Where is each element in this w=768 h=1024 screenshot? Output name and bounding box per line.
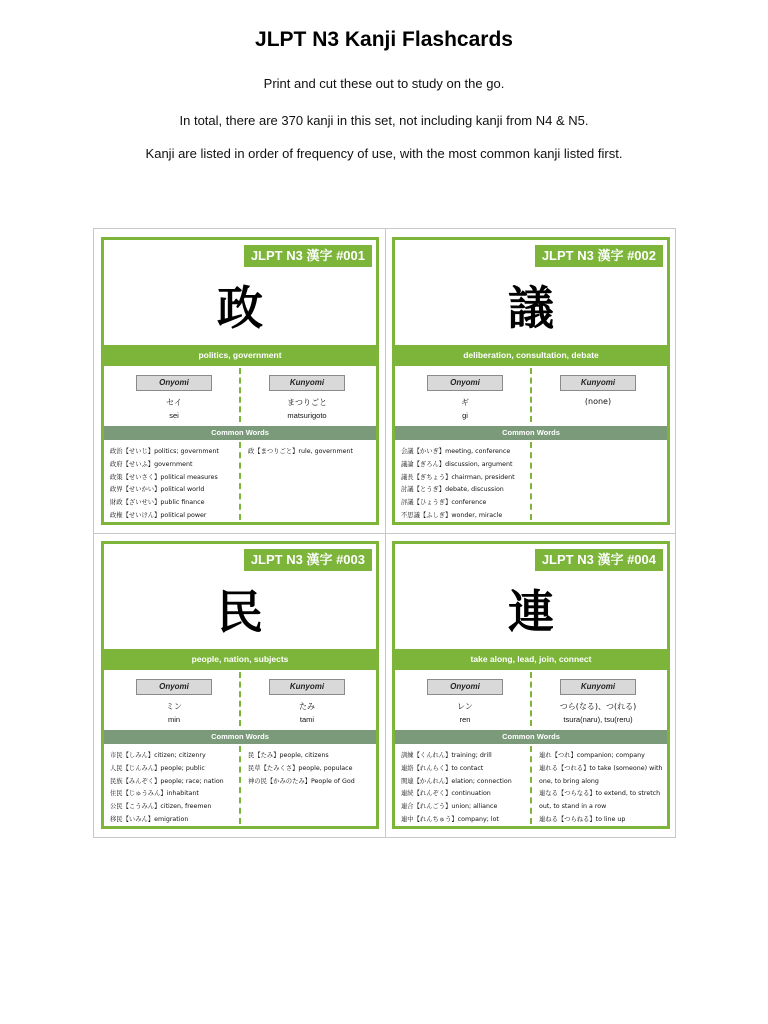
onyomi-romaji: ren bbox=[459, 715, 471, 724]
kanji-meaning: people, nation, subjects bbox=[104, 649, 376, 670]
common-word: 訓練【くんれん】training; drill bbox=[401, 752, 492, 759]
common-words-header: Common Words bbox=[104, 426, 376, 440]
kanji-character: 政 bbox=[217, 281, 263, 335]
common-words-kunyomi bbox=[539, 750, 667, 827]
common-words-onyomi bbox=[401, 750, 529, 827]
dashed-divider bbox=[530, 746, 532, 824]
kanji-character: 民 bbox=[217, 585, 263, 639]
common-word: 討議【とうぎ】debate, discussion bbox=[401, 486, 504, 494]
dashed-divider bbox=[239, 672, 241, 726]
common-words-kunyomi bbox=[248, 446, 376, 459]
common-word: 連合【れんごう】union; alliance bbox=[401, 803, 498, 811]
common-word: 会議【かいぎ】meeting, conference bbox=[401, 448, 511, 455]
common-word: 財政【ざいせい】public finance bbox=[110, 499, 205, 507]
onyomi-reading bbox=[405, 372, 525, 421]
common-word: 民族【みんぞく】people; race; nation bbox=[110, 777, 224, 785]
common-words-onyomi bbox=[401, 446, 529, 523]
kanji-flashcard bbox=[392, 541, 670, 829]
card-header: JLPT N3 漢字 #004 bbox=[535, 549, 663, 571]
dashed-divider bbox=[239, 442, 241, 520]
common-word: 連続【れんぞく】continuation bbox=[401, 790, 491, 798]
kunyomi-romaji: matsurigoto bbox=[287, 411, 327, 420]
common-word: 民【たみ】people, citizens bbox=[248, 752, 329, 759]
dashed-divider bbox=[530, 672, 532, 726]
onyomi-kana: ギ bbox=[461, 398, 469, 407]
kanji-character: 連 bbox=[508, 585, 554, 639]
common-word: 議長【ぎちょう】chairman, president bbox=[401, 473, 515, 481]
common-words-onyomi bbox=[110, 750, 238, 827]
onyomi-kana: セイ bbox=[166, 398, 182, 407]
common-word: 人民【じんみん】people; public bbox=[110, 764, 205, 772]
kanji-meaning: politics, government bbox=[104, 345, 376, 366]
common-word: 民草【たみくさ】people, populace bbox=[248, 764, 353, 772]
common-word: 評議【ひょうぎ】conference bbox=[401, 499, 487, 507]
kunyomi-reading bbox=[538, 676, 658, 725]
common-word: 不思議【ふしぎ】wonder, miracle bbox=[401, 511, 503, 519]
onyomi-romaji: gi bbox=[462, 411, 468, 420]
kunyomi-reading bbox=[538, 372, 658, 421]
onyomi-kana: レン bbox=[457, 702, 473, 711]
common-word: 連絡【れんらく】to contact bbox=[401, 764, 484, 772]
common-words-kunyomi bbox=[248, 750, 376, 788]
kunyomi-label: Kunyomi bbox=[560, 679, 636, 695]
common-words-header: Common Words bbox=[395, 730, 667, 744]
intro-line: In total, there are 370 kanji in this set, not including kanji from N4 & N5. bbox=[179, 113, 589, 128]
common-word: 政【まつりごと】rule, government bbox=[248, 448, 353, 455]
intro-line: Kanji are listed in order of frequency of use, with the most common kanji listed first. bbox=[145, 146, 623, 161]
dashed-divider bbox=[239, 746, 241, 824]
kunyomi-reading bbox=[247, 372, 367, 421]
common-words-header: Common Words bbox=[104, 730, 376, 744]
common-word: 住民【じゅうみん】inhabitant bbox=[110, 790, 199, 798]
cut-line-vertical bbox=[385, 229, 386, 837]
common-word: 連れ【つれ】companion; company bbox=[539, 752, 645, 759]
onyomi-reading bbox=[114, 676, 234, 725]
onyomi-kana: ミン bbox=[166, 702, 182, 711]
dashed-divider bbox=[530, 442, 532, 520]
kunyomi-label: Kunyomi bbox=[269, 375, 345, 391]
onyomi-romaji: sei bbox=[169, 411, 179, 420]
common-word: one, to bring along bbox=[539, 777, 599, 785]
kunyomi-romaji: tami bbox=[299, 715, 315, 724]
kunyomi-kana: たみ bbox=[299, 702, 315, 711]
onyomi-reading bbox=[114, 372, 234, 421]
kunyomi-reading bbox=[247, 676, 367, 725]
common-word: 連れる【つれる】to take (someone) with bbox=[539, 764, 663, 772]
common-word: 神の民【かみのたみ】People of God bbox=[248, 777, 355, 785]
kanji-meaning: take along, lead, join, connect bbox=[395, 649, 667, 670]
onyomi-label: Onyomi bbox=[427, 375, 503, 391]
common-word: 市民【しみん】citizen; citizenry bbox=[110, 752, 206, 759]
common-word: out, to stand in a row bbox=[539, 803, 607, 811]
kunyomi-romaji bbox=[538, 411, 658, 421]
card-header: JLPT N3 漢字 #002 bbox=[535, 245, 663, 267]
common-word: 政策【せいさく】political measures bbox=[110, 473, 218, 481]
kunyomi-kana: つら(なる)、つ(れる) bbox=[559, 702, 637, 711]
card-header: JLPT N3 漢字 #001 bbox=[244, 245, 372, 267]
common-word: 連中【れんちゅう】company; lot bbox=[401, 815, 499, 823]
common-word: 政治【せいじ】politics; government bbox=[110, 448, 219, 455]
common-word: 関連【かんれん】elation; connection bbox=[401, 777, 512, 785]
flashcard-sheet bbox=[93, 228, 676, 838]
common-word: 移民【いみん】emigration bbox=[110, 815, 189, 823]
onyomi-label: Onyomi bbox=[136, 375, 212, 391]
page-title: JLPT N3 Kanji Flashcards bbox=[255, 28, 513, 51]
common-words-onyomi bbox=[110, 446, 238, 523]
kanji-flashcard bbox=[101, 541, 379, 829]
dashed-divider bbox=[239, 368, 241, 422]
card-header: JLPT N3 漢字 #003 bbox=[244, 549, 372, 571]
kunyomi-kana: (none) bbox=[584, 397, 612, 406]
common-word: 政界【せいかい】political world bbox=[110, 486, 205, 494]
kanji-meaning: deliberation, consultation, debate bbox=[395, 345, 667, 366]
kunyomi-kana: まつりごと bbox=[287, 398, 327, 407]
common-words-header: Common Words bbox=[395, 426, 667, 440]
kunyomi-label: Kunyomi bbox=[269, 679, 345, 695]
kanji-flashcard bbox=[392, 237, 670, 525]
common-word: 議論【ぎろん】discussion, argument bbox=[401, 460, 513, 468]
onyomi-romaji: min bbox=[167, 715, 181, 724]
onyomi-reading bbox=[405, 676, 525, 725]
common-word: 連なる【つらなる】to extend, to stretch bbox=[539, 790, 661, 798]
dashed-divider bbox=[530, 368, 532, 422]
kunyomi-romaji: tsura(naru), tsu(reru) bbox=[563, 715, 633, 724]
intro-line: Print and cut these out to study on the go. bbox=[263, 76, 505, 91]
onyomi-label: Onyomi bbox=[427, 679, 503, 695]
common-word: 政権【せいけん】political power bbox=[110, 511, 207, 519]
kanji-character: 議 bbox=[508, 281, 554, 335]
kanji-flashcard bbox=[101, 237, 379, 525]
kunyomi-label: Kunyomi bbox=[560, 375, 636, 391]
onyomi-label: Onyomi bbox=[136, 679, 212, 695]
common-word: 連ねる【つらねる】to line up bbox=[539, 815, 626, 823]
common-word: 政府【せいふ】government bbox=[110, 460, 193, 468]
common-word: 公民【こうみん】citizen, freemen bbox=[110, 803, 212, 811]
